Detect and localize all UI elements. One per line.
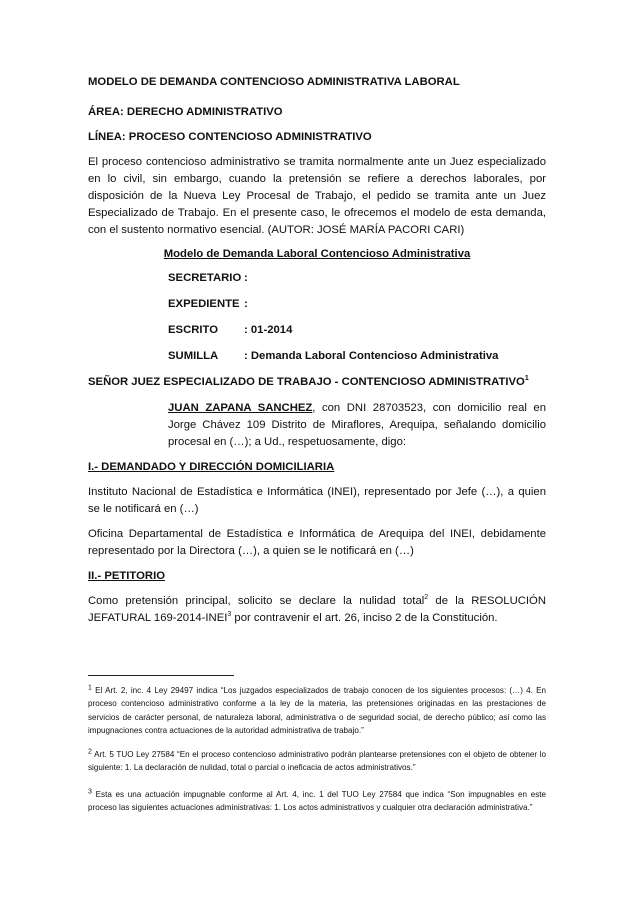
field-sumilla (168, 348, 498, 365)
field-value: : Demanda Laboral Contencioso Administrativa (244, 350, 499, 362)
footnote-number: 2 (88, 748, 92, 756)
field-expediente (168, 296, 248, 313)
footnote-3 (88, 788, 546, 815)
footnote-number: 3 (88, 788, 92, 796)
field-label: ESCRITO (168, 324, 219, 336)
footnote-text: Esta es una actuación impugnable conforme al Art. 4, inc. 1 del TUO Ley 27584 que indica “Son impugnables en este proceso las siguientes actuaciones administrativas: 1. Los actos administrativos y cualquier otra declaración administrativa.” (88, 790, 546, 813)
area-line: ÁREA: DERECHO ADMINISTRATIVO (88, 106, 283, 118)
footnote-ref-2: 2 (424, 594, 429, 602)
section1-paragraph-1: Instituto Nacional de Estadística e Informática (INEI), representado por Jefe (…), a quien se le notificará en (…) (88, 486, 546, 515)
plaintiff-paragraph (168, 400, 546, 451)
section2-heading: II.- PETITORIO (88, 570, 165, 582)
field-label: SUMILLA (168, 350, 219, 362)
intro-paragraph: El proceso contencioso administrativo se tramita normalmente ante un Juez especializado en lo civil, sin embargo, cuando la pretensión se refiere a derechos laborales, por disposición de la Nueva Ley Procesal de Trabajo, el pedido se tramita ante un Juez Especializado de Trabajo. En el presente caso, le ofrecemos el modelo de esta demanda, con el sustento normativo esencial. (AUTOR: JOSÉ MARÍA PACORI CARI) (88, 156, 546, 236)
footnote-ref-1: 1 (524, 375, 529, 383)
field-value: : (244, 298, 248, 310)
petitorio-text-b: de la RESOLUCIÓN JEFATURAL 169-2014-INEI (88, 595, 546, 624)
field-label: EXPEDIENTE (168, 298, 240, 310)
footnote-ref-3: 3 (227, 611, 232, 619)
addressee-line (88, 374, 546, 391)
petitorio-text-a: Como pretensión principal, solicito se declare la nulidad total (88, 595, 425, 607)
document-title: MODELO DE DEMANDA CONTENCIOSO ADMINISTRATIVA LABORAL (88, 76, 460, 88)
footnote-separator (88, 675, 234, 676)
field-label: SECRETARIO (168, 272, 242, 284)
footnote-1 (88, 684, 546, 737)
linea-line: LÍNEA: PROCESO CONTENCIOSO ADMINISTRATIVO (88, 131, 372, 143)
section1-heading: I.- DEMANDADO Y DIRECCIÓN DOMICILIARIA (88, 461, 335, 473)
footnote-text: Art. 5 TUO Ley 27584 “En el proceso contencioso administrativo podrán plantearse pretensiones con el objeto de obtener lo siguiente: 1. La declaración de nulidad, total o parcial o ineficacia de actos administrativos.” (88, 750, 546, 773)
petitorio-paragraph (88, 593, 546, 627)
section1-paragraph-2: Oficina Departamental de Estadística e Informática de Arequipa del INEI, debidamente representado por la Directora (…), a quien se le notificará en (…) (88, 528, 546, 557)
footnote-text: El Art. 2, inc. 4 Ley 29497 indica “Los juzgados especializados de trabajo conocen de los siguientes procesos: (…) 4. En proceso contencioso administrativo conforme a la ley de la materia, las pretensiones originadas en las prestaciones de servicios de carácter personal, de naturaleza laboral, administrativa o de seguridad social, de derecho público; así como las impugnaciones contra actuaciones de la autoridad administrativa de trabajo.” (88, 686, 546, 735)
field-value: : 01-2014 (244, 324, 293, 336)
footnote-2 (88, 748, 546, 775)
field-escrito (168, 322, 292, 339)
field-secretario (168, 270, 248, 287)
petitorio-text-c: por contravenir el art. 26, inciso 2 de la Constitución. (231, 612, 498, 624)
field-value: : (244, 272, 248, 284)
plaintiff-details: , con DNI 28703523, con domicilio real en Jorge Chávez 109 Distrito de Miraflores, Arequipa, señalando domicilio procesal en (…); a Ud., respetuosamente, digo: (168, 402, 546, 448)
footnote-number: 1 (88, 684, 92, 692)
addressee-text: SEÑOR JUEZ ESPECIALIZADO DE TRABAJO - CONTENCIOSO ADMINISTRATIVO (88, 376, 525, 388)
model-heading: Modelo de Demanda Laboral Contencioso Administrativa (163, 248, 471, 260)
plaintiff-name: JUAN ZAPANA SANCHEZ (168, 402, 313, 414)
